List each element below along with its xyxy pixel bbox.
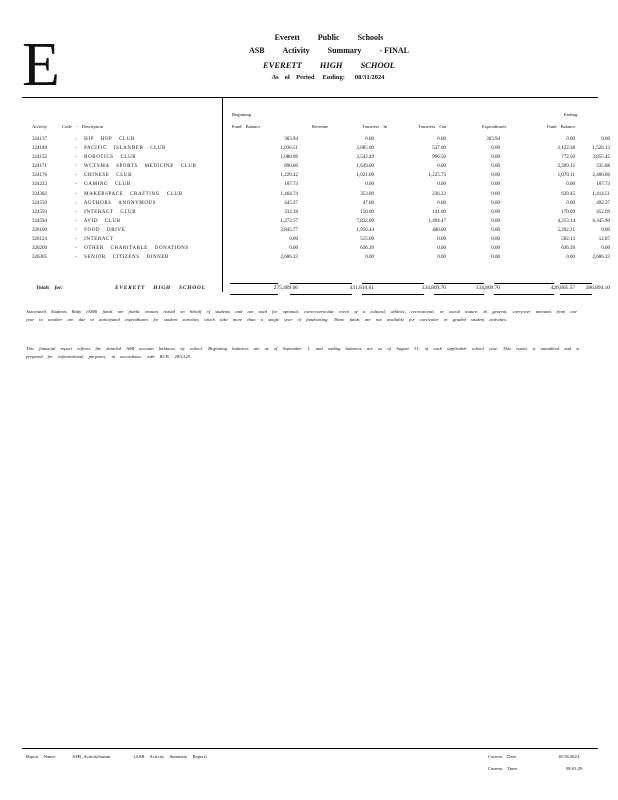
expenditures: 0.00	[566, 137, 575, 142]
expenditures: 4,253.14	[557, 218, 575, 224]
activity-description: - SENIOR CITIZENS DINNER	[75, 255, 169, 261]
footer-date-value: 10/10/2024	[558, 754, 579, 759]
transfers-in: 527.00	[432, 146, 446, 152]
footer-report-name: ASB_ActivitySumm	[72, 754, 111, 759]
table-row	[22, 135, 610, 144]
ending-balance: 12.87	[598, 237, 610, 243]
activity-code: 326100	[32, 227, 47, 233]
beginning-balance: 896.00	[284, 164, 298, 170]
transfers-in: 141.00	[432, 209, 446, 215]
header-word: - FINAL	[379, 46, 409, 55]
totals-label: Totals for:	[36, 285, 64, 291]
ending-balance: 1,414.51	[592, 191, 610, 197]
table-row	[22, 235, 610, 244]
header-word: Public	[317, 33, 340, 42]
header-word: Activity	[282, 46, 310, 55]
beginning-balance: 332.38	[284, 209, 298, 215]
totals-ending: 286,894.10	[585, 285, 610, 291]
table-row	[22, 226, 610, 235]
footer-date-label: Current Date:	[488, 754, 518, 759]
note-paragraph-2: This financial report reflects the detailed ASB account balances by school. Beginning balances are as of September 1, and ending balances are as of August 31, of each applicable school year. This report is unaudited and is prepared for informational purposes, in accordance with RCW 28A.325.	[26, 346, 580, 359]
totals-revenue: 431,810.61	[349, 285, 374, 291]
ending-balance: 0.00	[601, 227, 610, 233]
activity-description: - PACIFIC ISLANDER CLUB	[75, 146, 166, 152]
transfers-out: 0.00	[491, 209, 500, 215]
transfers-out: 0.00	[491, 227, 500, 233]
total-underline	[362, 294, 424, 295]
top-divider	[22, 97, 598, 98]
transfers-in: 236.22	[432, 191, 446, 197]
col-beginning-1: Beginning	[232, 112, 252, 117]
total-underline	[434, 294, 484, 295]
transfers-out: 363.94	[486, 137, 500, 142]
table-row	[22, 190, 610, 199]
transfers-out: 0.00	[491, 200, 500, 206]
activity-code: 324176	[32, 173, 47, 179]
total-underline	[230, 294, 278, 295]
totals-row	[22, 284, 610, 293]
ending-balance: 0.00	[601, 246, 610, 252]
transfers-out: 0.00	[491, 173, 500, 179]
beginning-balance: 2,606.23	[280, 255, 298, 261]
activity-description: - CHINESE CLUB	[75, 173, 133, 179]
total-underline	[290, 294, 352, 295]
activity-code: 326200	[32, 246, 47, 252]
revenue: 2,085.00	[356, 146, 374, 152]
activity-description: - INTERACT CLUB	[75, 209, 137, 215]
activity-code: 324152	[32, 155, 47, 161]
expenditures: 772.50	[561, 155, 575, 161]
header-word: Period	[296, 74, 315, 81]
transfers-in: 0.00	[437, 246, 446, 252]
activity-description: - INTERACT	[75, 237, 114, 243]
transfers-in: 0.00	[437, 237, 446, 243]
activity-code: 324140	[32, 146, 47, 152]
expenditures: 5,202.21	[557, 227, 575, 233]
col-transfers-out: Transfers Out	[418, 124, 447, 129]
revenue: 1,021.00	[356, 173, 374, 179]
col-code-description: Code - Description	[62, 124, 103, 129]
report-letter: E	[22, 31, 60, 99]
expenditures: 2,209.12	[557, 164, 575, 170]
revenue: 2,542.49	[356, 155, 374, 161]
expenditures: 0.00	[566, 200, 575, 206]
header-word: ASB	[248, 46, 265, 55]
beginning-balance: 1,272.57	[280, 218, 298, 224]
activity-description: - AUTHORS ANONYMOUS	[75, 200, 157, 206]
revenue: 47.00	[362, 200, 374, 206]
totals-beginning: 275,489.06	[273, 285, 298, 291]
expenditures: 170.69	[561, 209, 575, 215]
expenditures: 502.13	[561, 237, 575, 243]
ending-balance: 492.37	[596, 200, 610, 206]
footer-report-desc: (ASB Activity Summary Report)	[134, 754, 207, 759]
ending-balance: 2,406.06	[592, 173, 610, 179]
col-expenditures: Expenditures	[482, 124, 507, 129]
transfers-out: 0.00	[491, 218, 500, 224]
activity-description: - WCTSMA SPORTS MEDICINE CLUB	[75, 164, 197, 170]
activity-code: 324382	[32, 191, 47, 197]
revenue: 636.39	[360, 246, 374, 252]
transfers-out: 0.00	[491, 146, 500, 152]
table-row	[22, 180, 610, 189]
col-beginning-2: Fund Balance	[232, 124, 261, 129]
ending-balance: 0.00	[601, 137, 610, 142]
activity-description: - MAKERSPACE CRAFTING CLUB	[75, 191, 183, 197]
beginning-balance: 1,036.51	[280, 146, 298, 152]
activity-description: - HIP HOP CLUB	[75, 137, 135, 142]
activity-code: 324171	[32, 164, 47, 170]
footer-time-value: 08:01:29	[566, 766, 583, 771]
totals-expenditures: 420,805.57	[550, 285, 575, 291]
header-word: HIGH	[319, 60, 343, 70]
ending-balance: 1,526.13	[592, 146, 610, 152]
transfers-in: 400.00	[432, 227, 446, 233]
activity-description: - GAMING CLUB	[75, 182, 131, 188]
header-word: As	[271, 74, 279, 81]
table-row	[22, 171, 610, 180]
activity-code: 324137	[32, 137, 47, 142]
ending-balance: 2,606.23	[592, 255, 610, 261]
header-word: of	[284, 74, 291, 81]
activity-description: - FOOD DRIVE	[75, 227, 126, 233]
table-row	[22, 217, 610, 226]
beginning-balance: 0.00	[289, 237, 298, 243]
header-period	[20, 74, 618, 81]
revenue: 353.00	[360, 191, 374, 197]
beginning-balance: 445.37	[284, 200, 298, 206]
expenditures: 0.00	[566, 182, 575, 188]
revenue: 515.00	[360, 237, 374, 243]
transfers-in: 0.00	[437, 255, 446, 261]
ending-balance: 6,345.90	[592, 218, 610, 224]
footer-divider	[22, 748, 598, 749]
col-revenue: Revenue	[312, 124, 329, 129]
transfers-out: 0.00	[491, 155, 500, 161]
beginning-balance: 1,088.96	[280, 155, 298, 161]
total-underline	[560, 294, 592, 295]
beginning-balance: 0.00	[289, 246, 298, 252]
activity-table	[22, 135, 610, 262]
activity-code: 326124	[32, 237, 47, 243]
table-row	[22, 144, 610, 153]
total-underline	[494, 294, 554, 295]
col-transfers-in: Transfers In	[362, 124, 388, 129]
totals-transfers-in: 134,869.70	[421, 285, 446, 291]
table-row	[22, 253, 610, 262]
transfers-out: 0.00	[491, 237, 500, 243]
table-row	[22, 199, 610, 208]
revenue: 0.00	[365, 182, 374, 188]
ending-balance: 107.73	[596, 182, 610, 188]
expenditures: 0.00	[566, 255, 575, 261]
table-row	[22, 162, 610, 171]
totals-school: EVERETT HIGH SCHOOL	[115, 285, 206, 291]
activity-code: 324550	[32, 200, 47, 206]
header-word: Schools	[357, 33, 384, 42]
transfers-in: 0.00	[437, 200, 446, 206]
beginning-balance: 363.94	[284, 137, 298, 142]
transfers-in: 1,494.47	[428, 218, 446, 224]
transfers-out: 0.00	[491, 191, 500, 197]
activity-code: 326305	[32, 255, 47, 261]
activity-code: 324222	[32, 182, 47, 188]
beginning-balance: 1,229.42	[280, 173, 298, 179]
header-word: EVERETT	[263, 60, 302, 70]
revenue: 1,956.44	[356, 227, 374, 233]
activity-code: 324593	[32, 209, 47, 215]
header-school	[20, 60, 618, 70]
table-row	[22, 208, 610, 217]
transfers-out: 0.00	[491, 182, 500, 188]
activity-code: 324594	[32, 218, 47, 224]
revenue: 0.00	[365, 137, 374, 142]
header-line-2	[20, 46, 618, 55]
transfers-in: 0.00	[437, 182, 446, 188]
transfers-out: 0.00	[491, 164, 500, 170]
activity-description: - ROBOTICS CLUB	[75, 155, 137, 161]
expenditures: 639.45	[561, 191, 575, 197]
col-activity: Activity	[32, 124, 48, 129]
header-word: Summary	[327, 46, 362, 55]
transfers-in: 996.50	[432, 155, 446, 161]
totals-transfers-out: 134,869.70	[475, 285, 500, 291]
beginning-balance: 1,464.74	[280, 191, 298, 197]
table-row	[22, 153, 610, 162]
header-word: Everett	[274, 33, 300, 42]
activity-description: - OTHER CHARITABLE DONATIONS	[75, 246, 189, 252]
col-ending-1: Ending	[564, 112, 578, 117]
revenue: 7,832.00	[356, 218, 374, 224]
footer-time-label: Current Time:	[488, 766, 518, 771]
col-ending-2: Fund Balance	[547, 124, 576, 129]
expenditures: 2,122.38	[557, 146, 575, 152]
revenue: 0.00	[365, 255, 374, 261]
note-paragraph-1: Associated Students Body (ASB) funds are public monies raised on behalf of students and are used for optional, extra-curricular event of a cultural, athletic, recreational, or social nature. In general, carryover amounts from one year to another are due to anticipated expenditures for student activities which take more than a single year of fundraising. These funds are not available for curricular or graded student activities.	[26, 309, 577, 322]
revenue: 150.00	[360, 209, 374, 215]
expenditures: 1,070.11	[557, 173, 575, 179]
header-line-1	[20, 33, 618, 42]
transfers-in: 1,225.75	[428, 173, 446, 179]
ending-balance: 335.88	[596, 164, 610, 170]
header-word: 08/31/2024	[354, 74, 385, 81]
transfers-in: 0.00	[437, 164, 446, 170]
beginning-balance: 2,845.77	[280, 227, 298, 233]
header-word: SCHOOL	[360, 60, 395, 70]
transfers-in: 0.00	[437, 137, 446, 142]
beginning-balance: 107.73	[284, 182, 298, 188]
transfers-out: 0.00	[491, 246, 500, 252]
table-row	[22, 244, 610, 253]
expenditures: 636.39	[561, 246, 575, 252]
ending-balance: 452.69	[596, 209, 610, 215]
footer-report-label: Report Name:	[26, 754, 56, 759]
header-word: Ending:	[322, 74, 345, 81]
transfers-out: 0.00	[491, 255, 500, 261]
ending-balance: 3,855.45	[592, 155, 610, 161]
activity-description: - AVID CLUB	[75, 218, 121, 224]
revenue: 1,649.00	[356, 164, 374, 170]
